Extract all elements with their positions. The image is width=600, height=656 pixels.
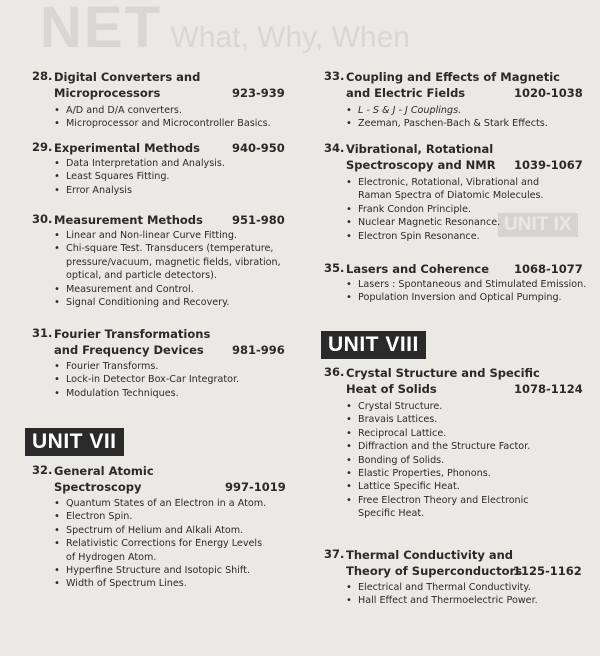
- chapter-title-line2: and Frequency Devices: [54, 343, 204, 357]
- chapter-title-line2: and Electric Fields: [346, 86, 466, 100]
- ghost-unit-ix: UNIT IX: [498, 213, 578, 237]
- topic-item: • Electron Spin.: [54, 510, 266, 523]
- topic-item: • Hall Effect and Thermoelectric Power.: [346, 594, 538, 607]
- topic-item: • Lasers : Spontaneous and Stimulated Emission.: [346, 278, 586, 291]
- chapter-number: 34.: [324, 141, 345, 155]
- topic-item: • A/D and D/A converters.: [54, 104, 271, 117]
- chapter-title: Vibrational, Rotational: [346, 142, 494, 156]
- topic-item: • Diffraction and the Structure Factor.: [346, 440, 530, 453]
- topic-item: • Bonding of Solids.: [346, 454, 530, 467]
- chapter-title: Thermal Conductivity and: [346, 548, 514, 562]
- chapter-number: 35.: [324, 261, 345, 275]
- chapter-title: Crystal Structure and Specific: [346, 366, 540, 380]
- topic-item: • Lock-in Detector Box-Car Integrator.: [54, 373, 239, 386]
- topic-item-continued: pressure/vacuum, magnetic fields, vibration,: [66, 256, 281, 268]
- topic-item: • Error Analysis: [54, 184, 225, 197]
- topic-item: • Electronic, Rotational, Vibrational and: [346, 176, 544, 189]
- topic-item: • Free Electron Theory and Electronic: [346, 494, 530, 507]
- unit-viii-banner: UNIT VIII: [321, 331, 426, 359]
- chapter-number: 37.: [324, 547, 345, 561]
- chapter-title: Digital Converters and: [54, 70, 201, 84]
- chapter-32-topics: [54, 497, 266, 591]
- chapter-pages: 981-996: [232, 343, 285, 357]
- chapter-pages: 1078-1124: [514, 382, 583, 396]
- chapter-title-line2: Spectroscopy: [54, 480, 142, 494]
- topic-item: • Signal Conditioning and Recovery.: [54, 296, 281, 309]
- chapter-pages: 1125-1162: [513, 564, 582, 578]
- chapter-number: 36.: [324, 365, 345, 379]
- topic-item: • Width of Spectrum Lines.: [54, 577, 266, 590]
- chapter-33-topics: [346, 104, 548, 131]
- topic-item: • Bravais Lattices.: [346, 413, 530, 426]
- topic-item-continued: of Hydrogen Atom.: [66, 551, 157, 563]
- topic-item: • Reciprocal Lattice.: [346, 427, 530, 440]
- topic-item: • Hyperfine Structure and Isotopic Shift.: [54, 564, 266, 577]
- chapter-number: 31.: [32, 326, 53, 340]
- topic-item: • Zeeman, Paschen-Bach & Stark Effects.: [346, 117, 548, 130]
- topic-item: • Crystal Structure.: [346, 400, 530, 413]
- chapter-title-line2: Spectroscopy and NMR: [346, 158, 496, 172]
- chapter-number: 30.: [32, 212, 53, 226]
- topic-item: • Electrical and Thermal Conductivity.: [346, 581, 538, 594]
- topic-item: • Data Interpretation and Analysis.: [54, 157, 225, 170]
- topic-item-continued: Specific Heat.: [358, 508, 425, 520]
- topic-item: • Quantum States of an Electron in a Atom.: [54, 497, 266, 510]
- topic-item: • Lattice Specific Heat.: [346, 480, 530, 493]
- topic-item: • Microprocessor and Microcontroller Basics.: [54, 117, 271, 130]
- chapter-title-line2: Theory of Superconductors: [346, 564, 523, 578]
- chapter-number: 32.: [32, 463, 53, 477]
- chapter-36-topics: [346, 400, 530, 521]
- chapter-title: Measurement Methods: [54, 213, 203, 227]
- chapter-pages: 1020-1038: [514, 86, 583, 100]
- chapter-29-topics: [54, 157, 225, 197]
- chapter-pages: 1068-1077: [514, 262, 583, 276]
- topic-item-continued: Raman Spectra of Diatomic Molecules.: [358, 190, 544, 202]
- header-small-text: What, Why, When: [170, 21, 410, 54]
- chapter-pages: 923-939: [232, 86, 285, 100]
- chapter-35-topics: [346, 278, 586, 305]
- chapter-pages: 940-950: [232, 141, 285, 155]
- topic-item: • Electron Spin Resonance.: [346, 230, 544, 243]
- chapter-pages: 997-1019: [225, 480, 286, 494]
- chapter-number: 29.: [32, 140, 53, 154]
- chapter-28-topics: [54, 104, 271, 131]
- topic-item: • Elastic Properties, Phonons.: [346, 467, 530, 480]
- chapter-title-line2: Microprocessors: [54, 86, 161, 100]
- topic-item: • Linear and Non-linear Curve Fitting.: [54, 229, 281, 242]
- chapter-31-topics: [54, 360, 239, 400]
- chapter-title-line2: Heat of Solids: [346, 382, 437, 396]
- chapter-title: General Atomic: [54, 464, 154, 478]
- topic-item: • Spectrum of Helium and Alkali Atom.: [54, 524, 266, 537]
- topic-item: • Modulation Techniques.: [54, 387, 239, 400]
- topic-item: • L - S & J - J Couplings.: [346, 104, 548, 117]
- topic-item-continued: optical, and particle detectors).: [66, 270, 217, 282]
- topic-item: • Fourier Transforms.: [54, 360, 239, 373]
- topic-item: • Relativistic Corrections for Energy Levels: [54, 537, 266, 550]
- chapter-pages: 951-980: [232, 213, 285, 227]
- chapter-title: Coupling and Effects of Magnetic: [346, 70, 560, 84]
- chapter-title: Lasers and Coherence: [346, 262, 490, 276]
- topic-item: • Chi-square Test. Transducers (temperature,: [54, 242, 281, 255]
- chapter-37-topics: [346, 581, 538, 608]
- chapter-number: 33.: [324, 69, 345, 83]
- topic-item: • Measurement and Control.: [54, 283, 281, 296]
- header-big-text: NET: [40, 0, 162, 60]
- chapter-number: 28.: [32, 69, 53, 83]
- chapter-34-topics: [346, 176, 544, 243]
- unit-vii-banner: UNIT VII: [25, 428, 124, 456]
- chapter-title: Fourier Transformations: [54, 327, 211, 341]
- chapter-title: Experimental Methods: [54, 141, 200, 155]
- topic-item: • Population Inversion and Optical Pumping.: [346, 291, 586, 304]
- topic-item: • Least Squares Fitting.: [54, 170, 225, 183]
- header-watermark: [40, 0, 410, 61]
- chapter-pages: 1039-1067: [514, 158, 583, 172]
- chapter-30-topics: [54, 229, 281, 309]
- topic-item: • Nuclear Magnetic Resonance.: [346, 216, 544, 229]
- topic-item: • Frank Condon Principle.: [346, 203, 544, 216]
